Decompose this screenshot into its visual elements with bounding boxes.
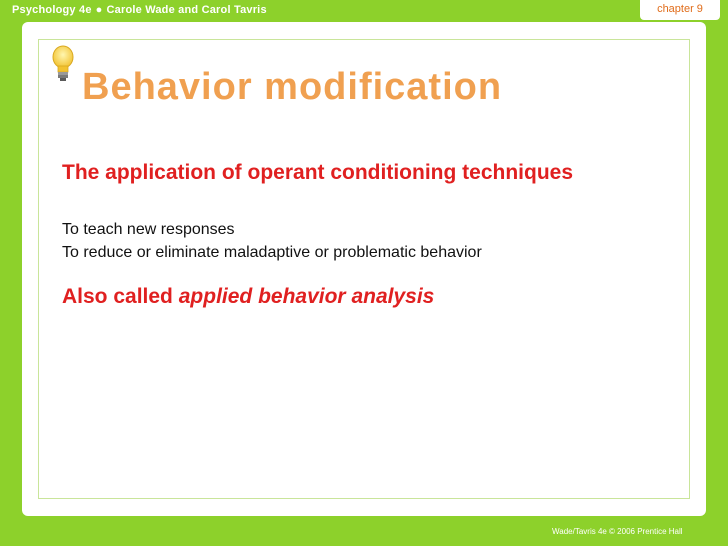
slide-title: Behavior modification (82, 66, 503, 108)
chapter-label: chapter 9 (657, 3, 703, 15)
header-title (12, 4, 267, 16)
chapter-tab (640, 0, 720, 20)
footer-credit: Wade/Tavris 4e © 2006 Prentice Hall (552, 527, 683, 536)
separator-dot: ● (95, 4, 103, 16)
main-point: The application of operant conditioning techniques (62, 161, 574, 184)
book-title: Psychology 4e (12, 4, 92, 16)
authors: Carole Wade and Carol Tavris (106, 4, 267, 16)
sub-point-reduce: To reduce or eliminate maladaptive or problematic behavior (62, 244, 482, 261)
also-called-line (62, 285, 434, 309)
sub-point-teach: To teach new responses (62, 221, 235, 238)
also-term: applied behavior analysis (178, 285, 435, 308)
lightbulb-icon (50, 44, 76, 88)
also-prefix: Also called (62, 285, 173, 308)
